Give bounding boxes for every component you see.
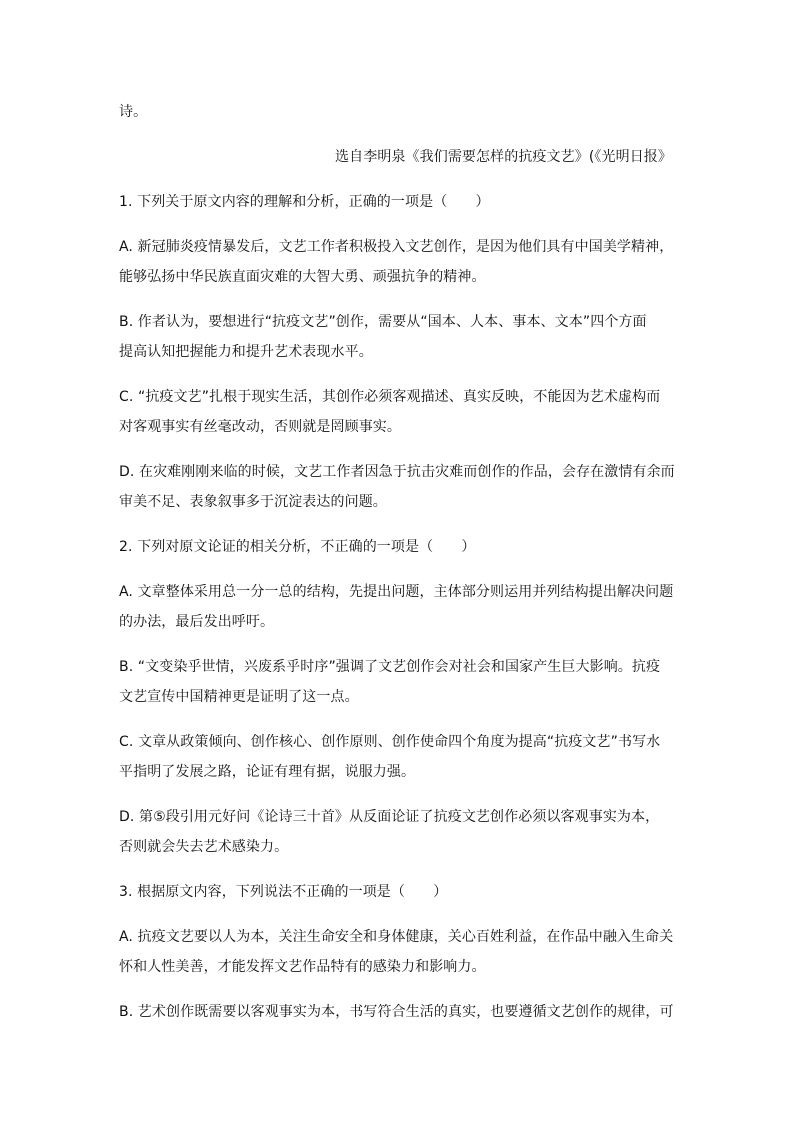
question-2-stem: 2. 下列对原文论证的相关分析，不正确的一项是（ ） <box>119 539 476 555</box>
question-1-option-d: D. 在灾难刚刚来临的时候，文艺工作者因急于抗击灾难而创作的作品，会存在激情有余而 <box>119 464 675 480</box>
question-3-option-a: A. 抗疫文艺要以人为本，关注生命安全和身体健康，关心百姓利益，在作品中融入生命关 <box>119 929 674 945</box>
question-1-option-b-cont: 提高认知把握能力和提升艺术表现水平。 <box>119 344 373 360</box>
text-line: 诗。 <box>119 104 148 120</box>
question-2-option-b: B. “文变染乎世情，兴废系乎时序”强调了文艺创作会对社会和国家产生巨大影响。抗疫 <box>119 659 661 675</box>
question-3-option-a-cont: 怀和人性美善，才能发挥文艺作品特有的感染力和影响力。 <box>119 959 486 975</box>
question-2-option-a: A. 文章整体采用总一分一总的结构，先提出问题，主体部分则运用并列结构提出解决问题 <box>119 584 674 600</box>
question-2-option-b-cont: 文艺宣传中国精神更是证明了这一点。 <box>119 689 359 705</box>
question-1-option-a-cont: 能够弘扬中华民族直面灾难的大智大勇、顽强抗争的精神。 <box>119 269 486 285</box>
question-3-stem: 3. 根据原文内容，下列说法不正确的一项是（ ） <box>119 884 448 900</box>
question-1-option-b: B. 作者认为，要想进行“抗疫文艺”创作，需要从“国本、人本、事本、文本”四个方面 <box>119 314 647 330</box>
question-1-stem: 1. 下列关于原文内容的理解和分析，正确的一项是（ ） <box>119 194 490 210</box>
question-2-option-d: D. 第⑤段引用元好问《论诗三十首》从反面论证了抗疫文艺创作必须以客观事实为本， <box>119 809 660 825</box>
question-2-option-c-cont: 平指明了发展之路，论证有理有据，说服力强。 <box>119 764 416 780</box>
source-citation: 选自李明泉《我们需要怎样的抗疫文艺》(《光明日报》 <box>335 149 672 165</box>
question-2-option-a-cont: 的办法，最后发出呼吁。 <box>119 614 275 630</box>
question-1-option-a: A. 新冠肺炎疫情暴发后，文艺工作者积极投入文艺创作，是因为他们具有中国美学精神， <box>119 239 674 255</box>
question-2-option-c: C. 文章从政策倾向、创作核心、创作原则、创作使命四个角度为提高“抗疫文艺”书写水 <box>119 734 661 750</box>
question-1-option-c: C. “抗疫文艺”扎根于现实生活，其创作必须客观描述、真实反映，不能因为艺术虚构而 <box>119 389 661 405</box>
question-1-option-d-cont: 审美不足、表象叙事多于沉淀表达的问题。 <box>119 494 387 510</box>
question-3-option-b: B. 艺术创作既需要以客观事实为本，书写符合生活的真实，也要遵循文艺创作的规律，可 <box>119 1004 674 1020</box>
question-2-option-d-cont: 否则就会失去艺术感染力。 <box>119 839 289 855</box>
question-1-option-c-cont: 对客观事实有丝毫改动，否则就是罔顾事实。 <box>119 419 401 435</box>
